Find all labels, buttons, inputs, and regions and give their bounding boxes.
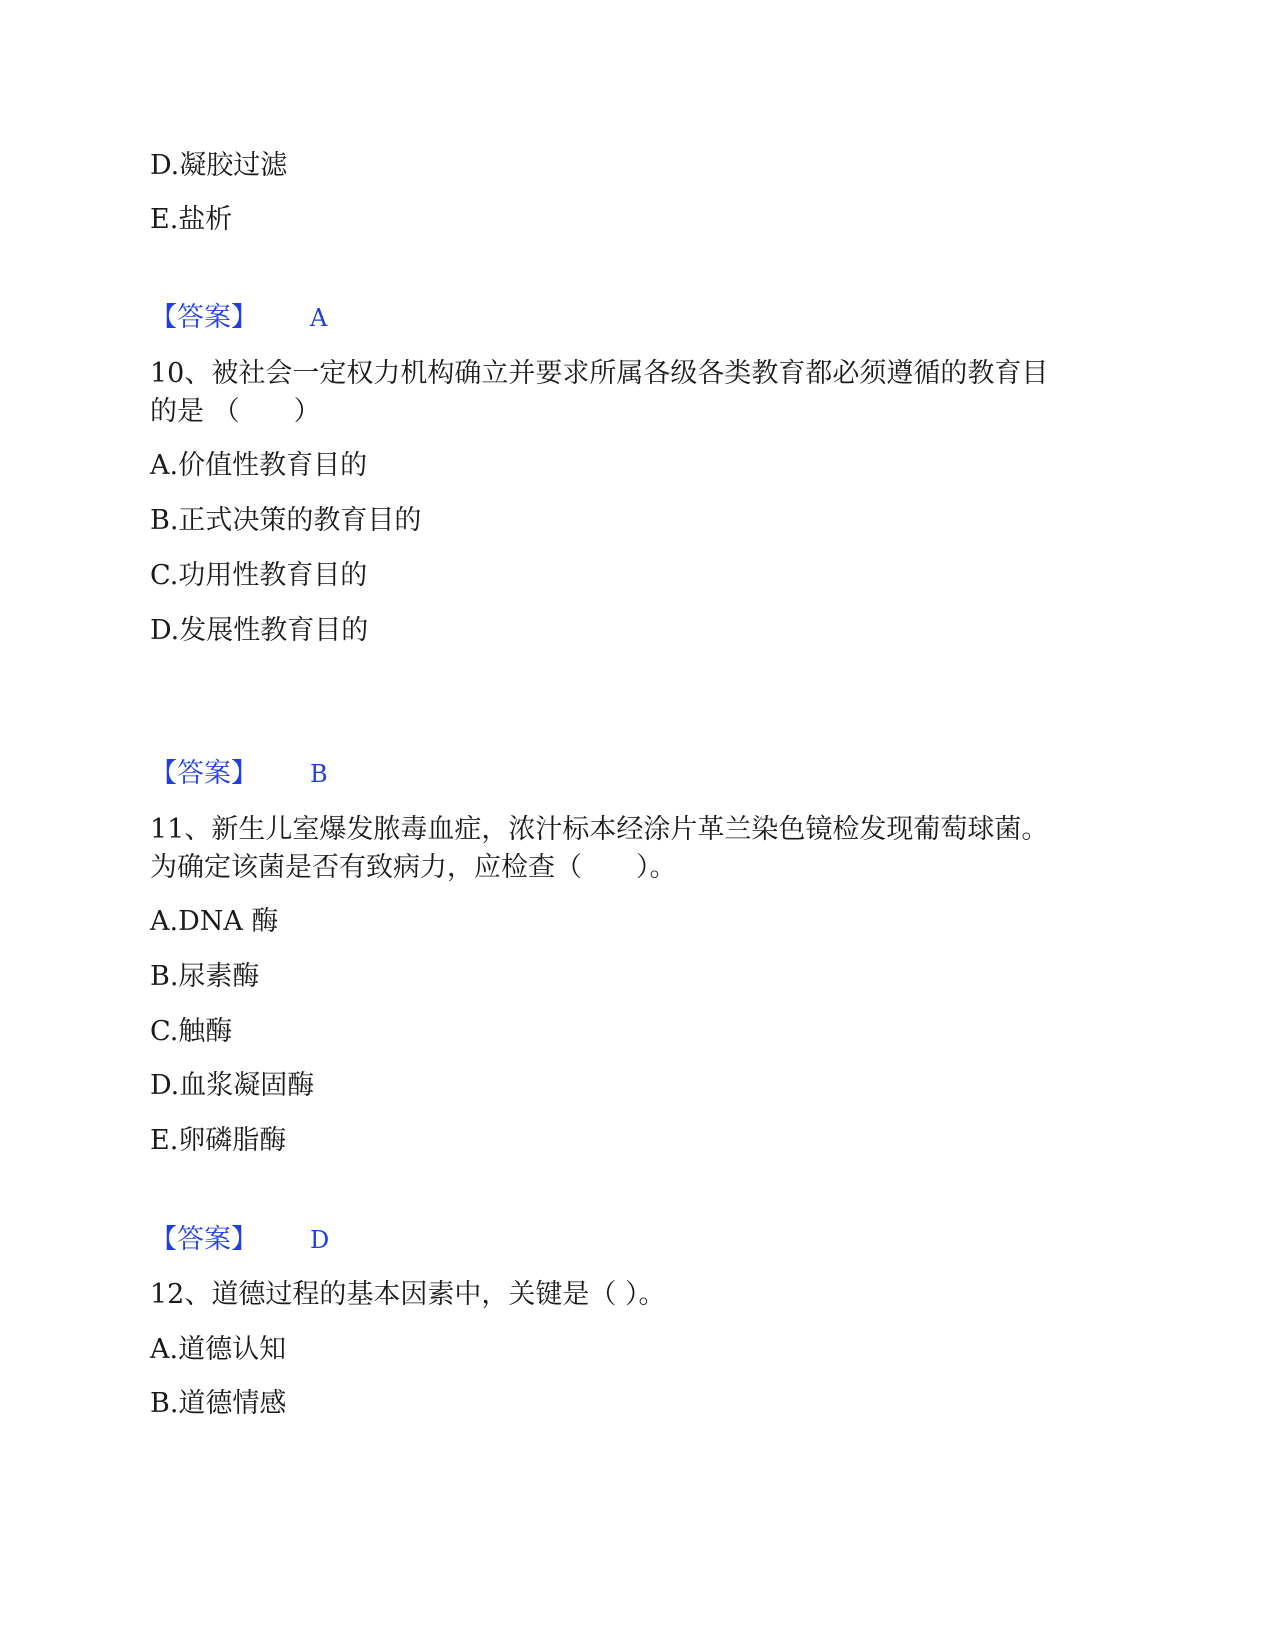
q10-stem-line1: 10、被社会一定权力机构确立并要求所属各级各类教育都必须遵循的教育目 bbox=[150, 358, 1049, 389]
q11-option-d: D.血浆凝固酶 bbox=[150, 1070, 315, 1101]
q10-option-a: A.价值性教育目的 bbox=[150, 450, 368, 481]
q10-option-c: C.功用性教育目的 bbox=[150, 560, 368, 591]
option-e-prev: E.盐析 bbox=[150, 204, 233, 235]
answer-label: 【答案】 bbox=[150, 1224, 258, 1255]
answer-value: D bbox=[310, 1226, 330, 1254]
answer-row-q11 bbox=[150, 1222, 329, 1258]
q12-option-a: A.道德认知 bbox=[150, 1334, 287, 1365]
q12-option-b: B.道德情感 bbox=[150, 1388, 287, 1419]
answer-row-q9 bbox=[150, 300, 327, 336]
q12-stem: 12、道德过程的基本因素中，关键是（ ）。 bbox=[150, 1279, 666, 1310]
q11-option-a: A.DNA 酶 bbox=[150, 906, 279, 937]
option-d-prev: D.凝胶过滤 bbox=[150, 150, 288, 181]
q10-stem-line2: 的是 （ ） bbox=[150, 396, 321, 427]
q11-option-e: E.卵磷脂酶 bbox=[150, 1125, 287, 1156]
q10-option-b: B.正式决策的教育目的 bbox=[150, 505, 422, 536]
q11-option-b: B.尿素酶 bbox=[150, 961, 260, 992]
q10-option-d: D.发展性教育目的 bbox=[150, 615, 369, 646]
answer-value: A bbox=[310, 304, 328, 332]
answer-row-q10 bbox=[150, 756, 328, 792]
answer-label: 【答案】 bbox=[150, 302, 258, 333]
answer-value: B bbox=[310, 760, 328, 788]
q11-stem-line1: 11、新生儿室爆发脓毒血症，浓汁标本经涂片革兰染色镜检发现葡萄球菌。 bbox=[150, 814, 1049, 845]
q11-option-c: C.触酶 bbox=[150, 1016, 233, 1047]
q11-stem-line2: 为确定该菌是否有致病力，应检查（ ）。 bbox=[150, 852, 677, 883]
answer-label: 【答案】 bbox=[150, 758, 258, 789]
